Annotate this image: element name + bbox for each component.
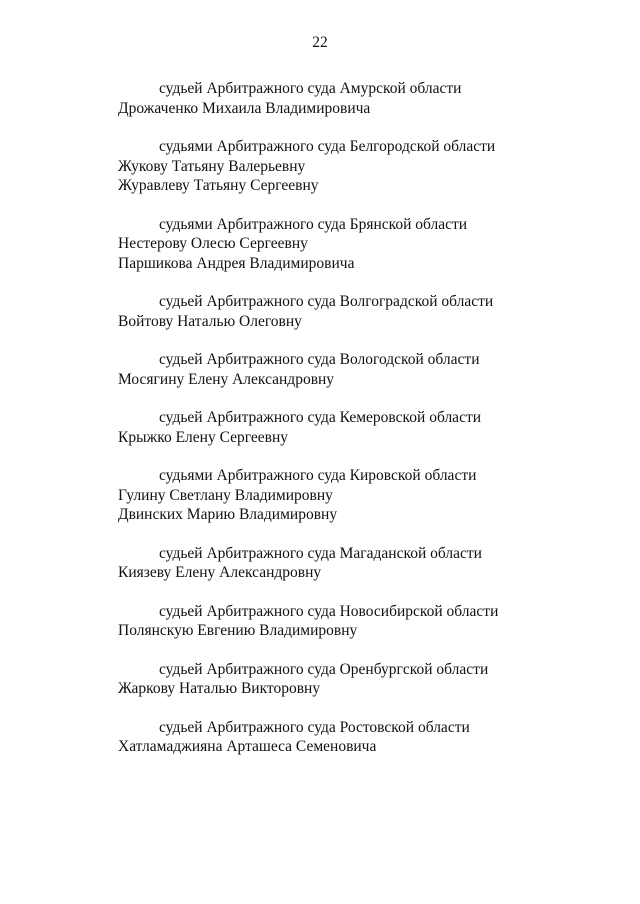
section-heading: судьей Арбитражного суда Новосибирской области — [159, 602, 499, 620]
section-heading: судьей Арбитражного суда Ростовской области — [159, 718, 470, 736]
section-heading: судьей Арбитражного суда Магаданской области — [159, 544, 482, 562]
section-heading: судьей Арбитражного суда Волгоградской области — [159, 293, 494, 310]
section-heading: судьей Арбитражного суда Амурской области — [159, 80, 462, 97]
appointment-section-magadan — [118, 544, 588, 583]
document-body — [118, 79, 588, 776]
judge-name: Паршикова Андрея Владимировича — [118, 254, 355, 272]
judge-name: Двинских Марию Владимировну — [118, 506, 338, 523]
judge-name: Дрожаченко Михаила Владимировича — [118, 99, 371, 117]
section-heading: судьями Арбитражного суда Брянской области — [159, 215, 468, 233]
judge-name: Жаркову Наталью Викторовну — [118, 680, 321, 697]
judge-name: Жукову Татьяну Валерьевну — [118, 157, 306, 175]
appointment-section-bryansk — [118, 215, 588, 274]
section-heading: судьей Арбитражного суда Оренбургской области — [159, 660, 489, 678]
section-heading: судьей Арбитражного суда Вологодской области — [159, 351, 480, 368]
appointment-section-rostov — [118, 718, 588, 757]
judge-name: Журавлеву Татьяну Сергеевну — [118, 177, 319, 194]
judge-name: Нестерову Олесю Сергеевну — [118, 235, 308, 252]
judge-name: Крыжко Елену Сергеевну — [118, 428, 289, 446]
appointment-section-volgograd — [118, 292, 588, 331]
page-number: 22 — [312, 34, 328, 51]
judge-name: Мосягину Елену Александровну — [118, 370, 335, 388]
appointment-section-amur — [118, 79, 588, 118]
appointment-section-novosibirsk — [118, 602, 588, 641]
judge-name: Хатламаджияна Арташеса Семеновича — [118, 738, 377, 755]
appointment-section-kirov — [118, 466, 588, 525]
section-heading: судьями Арбитражного суда Белгородской области — [159, 138, 496, 155]
appointment-section-orenburg — [118, 660, 588, 699]
judge-name: Полянскую Евгению Владимировну — [118, 622, 358, 639]
section-heading: судьей Арбитражного суда Кемеровской области — [159, 409, 482, 426]
appointment-section-vologda — [118, 350, 588, 389]
section-heading: судьями Арбитражного суда Кировской области — [159, 467, 477, 484]
appointment-section-kemerovo — [118, 408, 588, 447]
judge-name: Гулину Светлану Владимировну — [118, 486, 333, 504]
judge-name: Войтову Наталью Олеговну — [118, 312, 302, 330]
appointment-section-belgorod — [118, 137, 588, 196]
judge-name: Киязеву Елену Александровну — [118, 564, 322, 581]
